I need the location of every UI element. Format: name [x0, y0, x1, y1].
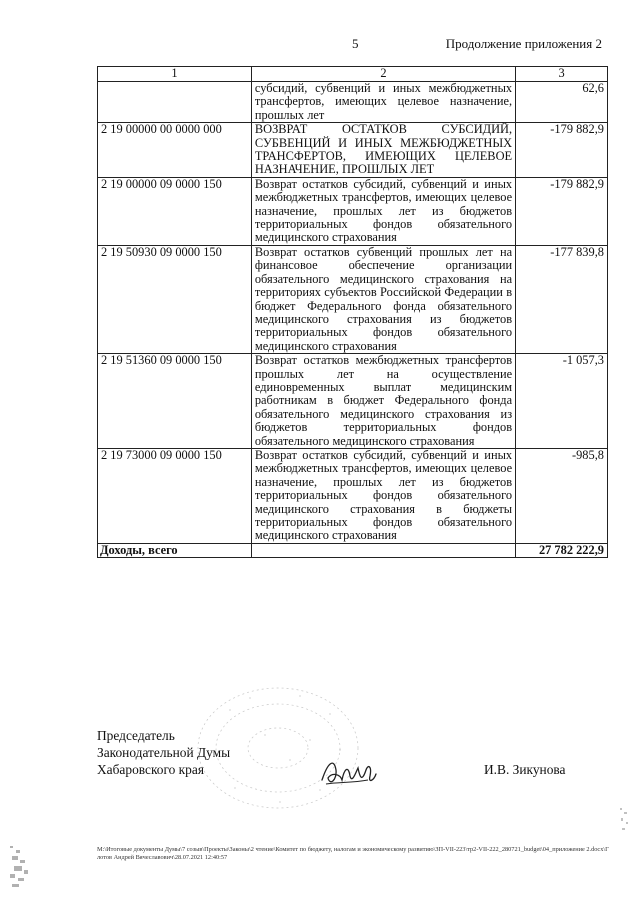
table-row — [98, 177, 608, 245]
row-code: 2 19 00000 09 0000 150 — [98, 177, 252, 245]
row-description: Возврат остатков субсидий, субвенций и иных межбюджетных трансфертов, имеющих целевое назначение, прошлых лет из бюджетов территориальных фондов обязательного медицинского страхования — [251, 177, 515, 245]
signature-title-line: Председатель — [97, 728, 175, 743]
row-code — [98, 82, 252, 123]
row-description: Возврат остатков межбюджетных трансфертов прошлых лет на осуществление единовременных выплат медицинским работникам в бюджет Федерального фонда обязательного медицинского страхования из бюджетов территориальных фондов обязательного медицинского страхования — [251, 354, 515, 449]
row-value: -1 057,3 — [516, 354, 608, 449]
total-value: 27 782 222,9 — [516, 543, 608, 557]
table-header-row — [98, 67, 608, 82]
table-row — [98, 354, 608, 449]
table-row — [98, 245, 608, 353]
column-header: 2 — [251, 67, 515, 82]
column-header: 3 — [516, 67, 608, 82]
row-code: 2 19 00000 00 0000 000 — [98, 123, 252, 178]
column-header: 1 — [98, 67, 252, 82]
row-code: 2 19 73000 09 0000 150 — [98, 448, 252, 543]
table-row — [98, 123, 608, 178]
signature-title-line: Хабаровского края — [97, 762, 204, 777]
row-value: -985,8 — [516, 448, 608, 543]
footer-file-path: М:\Итоговые документы Думы\7 созыв\Проекты\Законы\2 чтение\Комитет по бюджету, налогам и экономическому развитию\ЗП-VII-223\тр2-VII-222_280721_budget\04_приложение 2.docx\Глотов Андрей Вячеславович\28.07.2021 12:40:57 — [97, 846, 609, 861]
scan-noise-mark — [8, 842, 34, 892]
row-value: 62,6 — [516, 82, 608, 123]
total-empty-cell — [251, 543, 515, 557]
row-code: 2 19 50930 09 0000 150 — [98, 245, 252, 353]
signature-block — [97, 727, 230, 778]
table-row — [98, 82, 608, 123]
row-code: 2 19 51360 09 0000 150 — [98, 354, 252, 449]
row-value: -177 839,8 — [516, 245, 608, 353]
row-description: Возврат остатков субвенций прошлых лет на финансовое обеспечение организации обязательного медицинского страхования на территориях субъектов Российской Федерации в бюджет Федерального фонда обязательного медицинского страхования из бюджетов территориальных фондов обязательного медицинского страхования — [251, 245, 515, 353]
handwritten-signature — [318, 750, 380, 792]
row-description: субсидий, субвенций и иных межбюджетных трансфертов, имеющих целевое назначение, прошлых лет — [251, 82, 515, 123]
continuation-title: Продолжение приложения 2 — [445, 36, 602, 51]
row-description: ВОЗВРАТ ОСТАТКОВ СУБСИДИЙ, СУБВЕНЦИЙ И ИНЫХ МЕЖБЮДЖЕТНЫХ ТРАНСФЕРТОВ, ИМЕЮЩИХ ЦЕЛЕВОЕ НАЗНАЧЕНИЕ, ПРОШЛЫХ ЛЕТ — [251, 123, 515, 178]
page-number: 5 — [352, 36, 359, 51]
signature-title-line: Законодательной Думы — [97, 745, 231, 760]
scan-noise-mark — [618, 806, 632, 834]
signer-name: И.В. Зикунова — [484, 762, 566, 777]
table-row — [98, 448, 608, 543]
total-row — [98, 543, 608, 557]
row-value: -179 882,9 — [516, 177, 608, 245]
total-label: Доходы, всего — [98, 543, 252, 557]
budget-table — [97, 66, 608, 558]
row-description: Возврат остатков субсидий, субвенций и иных межбюджетных трансфертов, имеющих целевое назначение, прошлых лет из бюджетов территориальных фондов обязательного медицинского страхования в бюджеты территориальных фондов обязательного медицинского страхования — [251, 448, 515, 543]
row-value: -179 882,9 — [516, 123, 608, 178]
